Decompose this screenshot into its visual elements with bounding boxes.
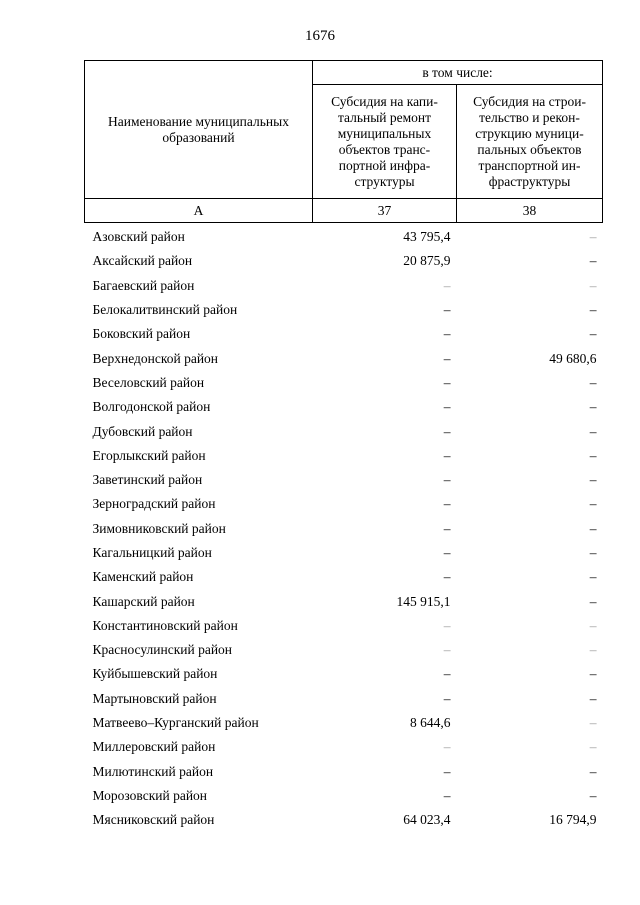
- construction-subsidy-cell: –: [589, 545, 597, 560]
- table-row: [85, 444, 603, 468]
- construction-subsidy-cell: –: [589, 253, 597, 269]
- subsidy-table: [84, 60, 603, 832]
- capital-repair-subsidy-cell: 64 023,4: [403, 812, 451, 828]
- construction-subsidy-cell: –: [589, 399, 597, 415]
- capital-repair-subsidy-cell: –: [443, 472, 451, 488]
- table-row: [85, 614, 603, 638]
- capital-repair-subsidy-cell: 20 875,9: [403, 253, 451, 269]
- capital-repair-subsidy-cell: –: [443, 374, 451, 390]
- construction-subsidy-cell: –: [589, 617, 597, 633]
- header-col-37-line: объектов транс-: [338, 141, 431, 157]
- construction-subsidy-cell: –: [589, 739, 597, 755]
- header-col-38-line: транспортной ин-: [478, 157, 581, 173]
- municipality-name-cell: Кашарский район: [92, 593, 195, 609]
- municipality-name-cell: Веселовский район: [92, 374, 205, 390]
- capital-repair-subsidy-cell: 145 915,1: [396, 593, 451, 609]
- capital-repair-subsidy-cell: –: [443, 787, 451, 803]
- header-group-including: в том числе:: [313, 61, 603, 85]
- capital-repair-subsidy-cell: –: [443, 545, 451, 560]
- construction-subsidy-cell: –: [589, 447, 597, 463]
- municipality-name-cell: Куйбышевский район: [92, 666, 218, 682]
- table-row: [85, 492, 603, 516]
- table-row: [85, 711, 603, 735]
- construction-subsidy-cell: 16 794,9: [549, 812, 597, 828]
- municipality-name-cell: Мясниковский район: [92, 812, 215, 828]
- table-row: [85, 808, 603, 832]
- header-municipality-name: Наименование муниципальных образований: [85, 61, 313, 199]
- header-col-37-line: муниципальных: [337, 125, 432, 141]
- capital-repair-subsidy-cell: –: [443, 642, 451, 658]
- capital-repair-subsidy-cell: –: [443, 496, 451, 512]
- construction-subsidy-cell: –: [589, 715, 597, 731]
- table-row: [85, 468, 603, 492]
- construction-subsidy-cell: 49 680,6: [549, 350, 597, 366]
- capital-repair-subsidy-cell: –: [443, 690, 451, 706]
- header-col-38-line: струкцию муници-: [475, 125, 584, 141]
- municipality-name-cell: Аксайский район: [92, 253, 193, 269]
- construction-subsidy-cell: –: [589, 472, 597, 488]
- table-row: [85, 760, 603, 784]
- table-row: [85, 589, 603, 613]
- construction-subsidy-cell: –: [589, 642, 597, 658]
- header-col-38-line: фраструктуры: [488, 173, 571, 189]
- construction-subsidy-cell: –: [589, 326, 597, 342]
- table-row: [85, 395, 603, 419]
- municipality-name-cell: Каменский район: [92, 569, 194, 585]
- header-code-37: 37: [313, 199, 457, 223]
- construction-subsidy-cell: –: [589, 666, 597, 682]
- construction-subsidy-cell: –: [589, 593, 597, 609]
- construction-subsidy-cell: –: [589, 277, 597, 293]
- municipality-name-cell: Верхнедонской район: [92, 350, 219, 366]
- construction-subsidy-cell: –: [589, 423, 597, 439]
- table-row: [85, 687, 603, 711]
- municipality-name-cell: Зимовниковский район: [92, 520, 226, 536]
- table-body: [85, 223, 603, 833]
- construction-subsidy-cell: –: [589, 690, 597, 706]
- capital-repair-subsidy-cell: –: [443, 423, 451, 439]
- header-col-38-line: тельство и рекон-: [479, 109, 580, 125]
- capital-repair-subsidy-cell: –: [443, 399, 451, 415]
- municipality-name-cell: Белокалитвинский район: [92, 302, 238, 318]
- construction-subsidy-cell: –: [589, 763, 597, 779]
- header-col-38-line: пальных объектов: [477, 141, 582, 157]
- header-col-37-line: тальный ремонт: [337, 109, 432, 125]
- construction-subsidy-cell: –: [589, 374, 597, 390]
- municipality-name-cell: Заветинский район: [92, 472, 203, 488]
- capital-repair-subsidy-cell: –: [443, 302, 451, 318]
- table-row: [85, 322, 603, 346]
- capital-repair-subsidy-cell: –: [443, 326, 451, 342]
- page-number: 1676: [305, 28, 335, 44]
- municipality-name-cell: Зерноградский район: [92, 496, 216, 512]
- capital-repair-subsidy-cell: –: [443, 520, 451, 536]
- municipality-name-cell: Милютинский район: [92, 763, 214, 779]
- municipality-name-cell: Багаевский район: [92, 277, 195, 293]
- header-code-name: А: [85, 199, 313, 223]
- header-col-38-line: Субсидия на строи-: [473, 93, 586, 109]
- table-row: [85, 346, 603, 370]
- municipality-name-cell: Егорлыкский район: [92, 447, 206, 463]
- construction-subsidy-cell: –: [589, 569, 597, 585]
- header-code-38: 38: [457, 199, 603, 223]
- construction-subsidy-cell: –: [589, 520, 597, 536]
- table-row: [85, 735, 603, 759]
- capital-repair-subsidy-cell: –: [443, 277, 451, 293]
- capital-repair-subsidy-cell: –: [443, 350, 451, 366]
- municipality-name-cell: Миллеровский район: [92, 739, 216, 755]
- table-row: [85, 371, 603, 395]
- table-row: [85, 638, 603, 662]
- construction-subsidy-cell: –: [589, 229, 597, 245]
- construction-subsidy-cell: –: [589, 302, 597, 318]
- header-col-37-line: портной инфра-: [338, 157, 431, 173]
- table-row: [85, 565, 603, 589]
- table-row: [85, 223, 603, 250]
- capital-repair-subsidy-cell: –: [443, 447, 451, 463]
- table-row: [85, 274, 603, 298]
- municipality-name-cell: Волгодонской район: [92, 399, 211, 415]
- table-row: [85, 541, 603, 565]
- table-row: [85, 419, 603, 443]
- capital-repair-subsidy-cell: –: [443, 666, 451, 682]
- table-row: [85, 298, 603, 322]
- capital-repair-subsidy-cell: –: [443, 739, 451, 755]
- table-header: [85, 61, 603, 223]
- header-col-38: [457, 85, 603, 199]
- municipality-name-cell: Красносулинский район: [92, 642, 233, 658]
- header-col-37: [313, 85, 457, 199]
- table-row: [85, 662, 603, 686]
- capital-repair-subsidy-cell: –: [443, 569, 451, 585]
- municipality-name-cell: Кагальницкий район: [92, 545, 212, 560]
- construction-subsidy-cell: –: [589, 496, 597, 512]
- table-row: [85, 517, 603, 541]
- construction-subsidy-cell: –: [589, 787, 597, 803]
- municipality-name-cell: Матвеево–Курганский район: [92, 715, 259, 731]
- municipality-name-cell: Мартыновский район: [92, 690, 217, 706]
- capital-repair-subsidy-cell: –: [443, 617, 451, 633]
- municipality-name-cell: Боковский район: [92, 326, 191, 342]
- municipality-name-cell: Морозовский район: [92, 787, 208, 803]
- capital-repair-subsidy-cell: 43 795,4: [403, 229, 451, 245]
- header-col-37-line: Субсидия на капи-: [331, 93, 438, 109]
- municipality-name-cell: Константиновский район: [92, 617, 238, 633]
- header-col-37-line: структуры: [354, 173, 415, 189]
- municipality-name-cell: Азовский район: [92, 229, 185, 245]
- table-row: [85, 249, 603, 273]
- table-row: [85, 784, 603, 808]
- capital-repair-subsidy-cell: 8 644,6: [410, 715, 451, 731]
- capital-repair-subsidy-cell: –: [443, 763, 451, 779]
- municipality-name-cell: Дубовский район: [92, 423, 193, 439]
